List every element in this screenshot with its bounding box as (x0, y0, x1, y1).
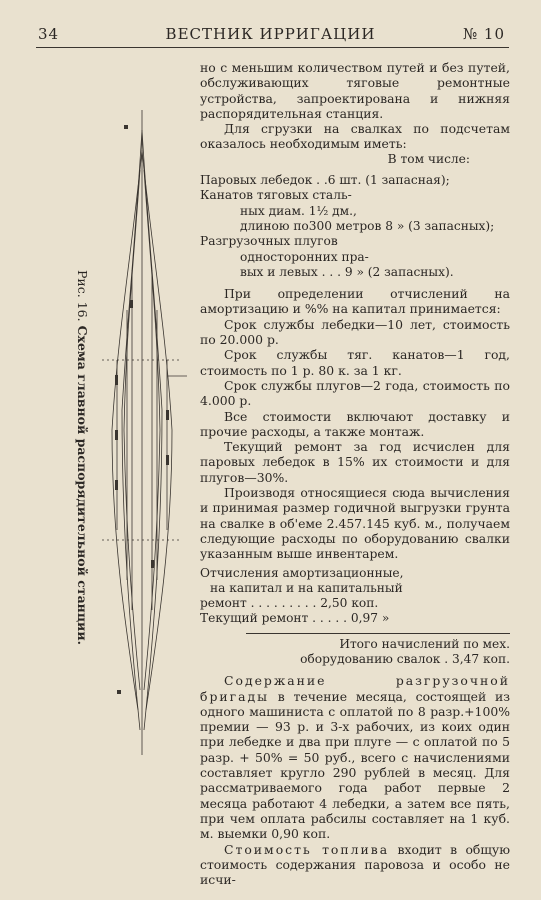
issue-number: № 10 (462, 25, 505, 43)
paragraph: При определении отчислений на амортизацию и %% на капитал принимается: (200, 286, 510, 317)
paragraph-text: входит в общую стоимость содержания паровоза и особо не исчи- (200, 841, 510, 888)
paragraph: Все стоимости включают доставку и прочие расходы, а также монтаж. (200, 408, 510, 439)
total-line: Итого начислений по мех. (339, 636, 510, 651)
cost-item: на капитал и на капитальный (210, 580, 403, 595)
equipment-list (200, 152, 510, 280)
paragraph: но с меньшим количеством путей и без путей, обслуживающих тяговые ремонтные устройства, запроектирована и нижняя распорядительная станция. (200, 60, 510, 121)
paragraph: Производя относящиеся сюда вычисления и принимая размер годичной выгрузки грунта на свалке в об'еме 2.457.145 куб. м., получаем следующие расходы по оборудованию свалки указанным выше инвентарем. (200, 485, 510, 562)
cost-total (246, 633, 510, 668)
paragraph: Срок службы плугов—2 года, стоимость по 4.000 р. (200, 377, 510, 409)
text-column (200, 60, 510, 887)
journal-title: ВЕСТНИК ИРРИГАЦИИ (165, 25, 376, 43)
list-item: односторонних пра- (240, 249, 369, 264)
cost-item: ремонт . . . . . . . . . 2,50 коп. (200, 596, 379, 611)
cost-item: Отчисления амортизационные, (200, 565, 404, 580)
header-rule (36, 47, 509, 48)
cost-list (200, 566, 510, 627)
list-item: вых и левых . . . 9 » (2 запасных). (240, 264, 454, 279)
total-line: оборудованию свалок . 3,47 коп. (300, 651, 510, 666)
paragraph: Срок службы лебедки—10 лет, стоимость по 20.000 р. (200, 316, 510, 348)
list-item: Паровых лебедок . .6 шт. (1 запасная); (200, 173, 450, 188)
spaced-lead: Стоимость топлива (224, 841, 390, 857)
figure-caption (75, 270, 90, 645)
station-track-diagram (92, 110, 192, 755)
spaced-lead: Содержание разгрузочной бригады (200, 673, 510, 704)
figure-title: Схема главной распорядительной станции. (75, 325, 90, 645)
paragraph (200, 673, 510, 841)
paragraph-text: в течение месяца, состоящей из одного машиниста с оплатой по 8 разр.+100% премии — 93 р. и 3-х рабочих, из коих один при лебедке и два при плуге — с оплатой по 5 разр. + 50% = 50 руб., всего с начислениями составляет кругло 290 рублей в месяц. Для рассматриваемого года работ первые 2 месяца работают 4 лебедки, а затем все пять, при чем оплата рабсилы составляет на 1 куб. м. выемки 0,90 коп. (200, 688, 510, 842)
paragraph: Текущий ремонт за год исчислен для паровых лебедок в 15% их стоимости и для плугов—30%. (200, 439, 510, 485)
list-caption: В том числе: (387, 151, 470, 166)
list-item: Канатов тяговых сталь- (200, 188, 352, 203)
list-item: длиною по300 метров 8 » (3 запасных); (240, 218, 495, 233)
page-number: 34 (38, 25, 60, 43)
paragraph: Для сгрузки на свалках по подсчетам оказалось необходимым иметь: (200, 121, 510, 152)
list-item: ных диам. 1½ дм., (240, 203, 357, 218)
list-item: Разгрузочных плугов (200, 234, 338, 249)
paragraph (200, 842, 510, 888)
figure-label: Рис. 16. (75, 270, 90, 322)
cost-item: Текущий ремонт . . . . . 0,97 » (200, 611, 390, 626)
paragraph: Срок службы тяг. канатов—1 год, стоимость по 1 р. 80 к. за 1 кг. (200, 347, 510, 378)
